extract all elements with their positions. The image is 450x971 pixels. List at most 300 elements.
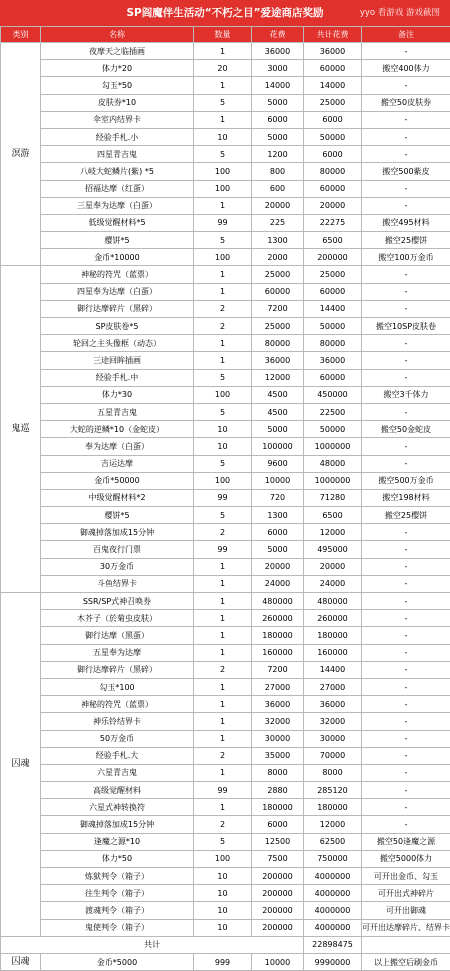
cost-cell: 3000 xyxy=(252,60,304,77)
cost-cell: 35000 xyxy=(252,747,304,764)
note-cell: - xyxy=(362,111,450,128)
total-cost-cell: 36000 xyxy=(304,352,362,369)
table-row xyxy=(1,146,450,163)
qty-cell: 1 xyxy=(194,764,252,781)
cost-cell: 36000 xyxy=(252,43,304,60)
table-row xyxy=(1,850,450,867)
qty-cell: 1 xyxy=(194,335,252,352)
category-cell: 鬼巡 xyxy=(1,266,41,593)
table-header-row xyxy=(1,27,450,43)
table-row xyxy=(1,644,450,661)
cost-cell: 7500 xyxy=(252,850,304,867)
total-cost-cell: 50000 xyxy=(304,318,362,335)
table-row xyxy=(1,678,450,695)
qty-cell: 1 xyxy=(194,558,252,575)
table-row-last xyxy=(1,953,450,970)
item-name-cell: 五星奉为达摩 xyxy=(41,644,194,661)
note-cell: 搬空100万金币 xyxy=(362,249,450,266)
note-cell: 搬空10SP皮肤卷 xyxy=(362,318,450,335)
cost-cell: 36000 xyxy=(252,696,304,713)
note-cell: 搬空495材料 xyxy=(362,214,450,231)
item-name-cell: 炼狱判令（箱子） xyxy=(41,868,194,885)
category-cell: 溟游 xyxy=(1,43,41,266)
table-row xyxy=(1,885,450,902)
title-text: SP阎魔伴生活动“不朽之目”爱途商店奖励 xyxy=(126,7,323,19)
total-cost-cell: 50000 xyxy=(304,128,362,145)
table-row xyxy=(1,489,450,506)
header-note: 备注 xyxy=(362,27,450,43)
note-cell: - xyxy=(362,524,450,541)
cost-cell: 180000 xyxy=(252,627,304,644)
total-cost-cell: 180000 xyxy=(304,627,362,644)
total-cost-cell: 1000000 xyxy=(304,438,362,455)
total-cost-cell: 70000 xyxy=(304,747,362,764)
cost-cell: 1200 xyxy=(252,146,304,163)
qty-cell: 2 xyxy=(194,524,252,541)
note-cell: 搬空5000体力 xyxy=(362,850,450,867)
cost-cell: 225 xyxy=(252,214,304,231)
qty-cell: 100 xyxy=(194,472,252,489)
total-cost-cell: 30000 xyxy=(304,730,362,747)
total-cost-cell: 180000 xyxy=(304,799,362,816)
item-name-cell: 五星青吉鬼 xyxy=(41,403,194,420)
cost-cell: 100000 xyxy=(252,438,304,455)
table-row xyxy=(1,300,450,317)
qty-cell: 5 xyxy=(194,369,252,386)
cost-cell: 6000 xyxy=(252,111,304,128)
total-cost-cell: 80000 xyxy=(304,163,362,180)
item-name-cell: 六星式神转换符 xyxy=(41,799,194,816)
table-row xyxy=(1,902,450,919)
total-cost-cell: 22275 xyxy=(304,214,362,231)
table-row xyxy=(1,163,450,180)
table-row xyxy=(1,575,450,592)
item-name-cell: SSR/SP式神召唤券 xyxy=(41,593,194,610)
note-cell: - xyxy=(362,43,450,60)
total-cost-cell: 60000 xyxy=(304,283,362,300)
total-cost-cell: 27000 xyxy=(304,678,362,695)
note-cell: 可开出御魂 xyxy=(362,902,450,919)
table-row xyxy=(1,369,450,386)
cost-cell: 800 xyxy=(252,163,304,180)
item-name-cell: 低级觉醒材料*5 xyxy=(41,214,194,231)
cost-cell: 80000 xyxy=(252,335,304,352)
cost-cell: 10000 xyxy=(252,953,304,970)
item-name-cell: 经验手札.大 xyxy=(41,747,194,764)
cost-cell: 2000 xyxy=(252,249,304,266)
cost-cell: 1300 xyxy=(252,232,304,249)
qty-cell: 5 xyxy=(194,94,252,111)
cost-cell: 180000 xyxy=(252,799,304,816)
note-cell: - xyxy=(362,661,450,678)
note-cell: - xyxy=(362,197,450,214)
table-row xyxy=(1,283,450,300)
note-cell: - xyxy=(362,782,450,799)
table-row xyxy=(1,541,450,558)
table-row xyxy=(1,421,450,438)
cost-cell: 5000 xyxy=(252,421,304,438)
note-cell: - xyxy=(362,266,450,283)
note-cell: - xyxy=(362,747,450,764)
total-cost-cell: 4000000 xyxy=(304,902,362,919)
note-cell: - xyxy=(362,300,450,317)
total-cost-cell: 6000 xyxy=(304,146,362,163)
table-row xyxy=(1,214,450,231)
note-cell: - xyxy=(362,455,450,472)
total-cost-cell: 12000 xyxy=(304,524,362,541)
item-name-cell: 50万金币 xyxy=(41,730,194,747)
cost-cell: 6000 xyxy=(252,816,304,833)
qty-cell: 1 xyxy=(194,713,252,730)
cost-cell: 7200 xyxy=(252,300,304,317)
note-cell: 以上搬空后刷金币 xyxy=(362,953,450,970)
cost-cell: 480000 xyxy=(252,593,304,610)
table-row xyxy=(1,180,450,197)
item-name-cell: 勾玉*50 xyxy=(41,77,194,94)
item-name-cell: 轮回之主头像框（动态） xyxy=(41,335,194,352)
qty-cell: 20 xyxy=(194,60,252,77)
total-cost-cell: 8000 xyxy=(304,764,362,781)
qty-cell: 99 xyxy=(194,489,252,506)
table-row xyxy=(1,266,450,283)
note-cell: 可开出式神碎片 xyxy=(362,885,450,902)
cost-cell: 200000 xyxy=(252,868,304,885)
table-row xyxy=(1,249,450,266)
cost-cell: 25000 xyxy=(252,266,304,283)
item-name-cell: 八岐大蛇鳞片(紫) *5 xyxy=(41,163,194,180)
item-name-cell: 吉运达摩 xyxy=(41,455,194,472)
total-cost-cell: 60000 xyxy=(304,60,362,77)
total-label: 共计 xyxy=(1,936,304,953)
total-value: 22898475 xyxy=(304,936,362,953)
total-cost-cell: 1000000 xyxy=(304,472,362,489)
qty-cell: 10 xyxy=(194,128,252,145)
cost-cell: 14000 xyxy=(252,77,304,94)
total-cost-cell: 6500 xyxy=(304,507,362,524)
note-cell: 搬空500万金币 xyxy=(362,472,450,489)
total-cost-cell: 14000 xyxy=(304,77,362,94)
item-name-cell: 金币*50000 xyxy=(41,472,194,489)
header-category: 类别 xyxy=(1,27,41,43)
qty-cell: 10 xyxy=(194,919,252,936)
item-name-cell: 御魂掉落加成15分钟 xyxy=(41,816,194,833)
item-name-cell: 渡魂判令（箱子） xyxy=(41,902,194,919)
item-name-cell: 御行达摩碎片（黑碎） xyxy=(41,661,194,678)
qty-cell: 10 xyxy=(194,885,252,902)
qty-cell: 100 xyxy=(194,249,252,266)
item-name-cell: 神乐铃结界卡 xyxy=(41,713,194,730)
table-row xyxy=(1,128,450,145)
table-row xyxy=(1,799,450,816)
note-cell: - xyxy=(362,799,450,816)
cost-cell: 30000 xyxy=(252,730,304,747)
cost-cell: 20000 xyxy=(252,197,304,214)
cost-cell: 4500 xyxy=(252,403,304,420)
qty-cell: 100 xyxy=(194,163,252,180)
total-cost-cell: 22500 xyxy=(304,403,362,420)
total-cost-cell: 4000000 xyxy=(304,868,362,885)
note-cell: 搬空3千体力 xyxy=(362,386,450,403)
item-name-cell: 夜摩天之临插画 xyxy=(41,43,194,60)
qty-cell: 100 xyxy=(194,850,252,867)
total-cost-cell: 4000000 xyxy=(304,885,362,902)
table-row xyxy=(1,507,450,524)
qty-cell: 1 xyxy=(194,77,252,94)
item-name-cell: 四星奉为达摩（白蛋） xyxy=(41,283,194,300)
qty-cell: 2 xyxy=(194,747,252,764)
item-name-cell: 往生判令（箱子） xyxy=(41,885,194,902)
header-cost: 花费 xyxy=(252,27,304,43)
total-cost-cell: 36000 xyxy=(304,43,362,60)
total-cost-cell: 20000 xyxy=(304,558,362,575)
table-row xyxy=(1,455,450,472)
total-cost-cell: 495000 xyxy=(304,541,362,558)
qty-cell: 5 xyxy=(194,833,252,850)
cost-cell: 200000 xyxy=(252,902,304,919)
qty-cell: 5 xyxy=(194,455,252,472)
cost-cell: 5000 xyxy=(252,128,304,145)
category-cell: 囚魂 xyxy=(1,953,41,970)
total-cost-cell: 62500 xyxy=(304,833,362,850)
item-name-cell: 三途回眸插画 xyxy=(41,352,194,369)
table-row xyxy=(1,352,450,369)
total-cost-cell: 480000 xyxy=(304,593,362,610)
item-name-cell: 招福达摩（红蛋） xyxy=(41,180,194,197)
qty-cell: 10 xyxy=(194,868,252,885)
item-name-cell: 御行达摩碎片（黑碎） xyxy=(41,300,194,317)
total-cost-cell: 25000 xyxy=(304,94,362,111)
total-cost-cell: 6500 xyxy=(304,232,362,249)
total-cost-cell: 14400 xyxy=(304,300,362,317)
item-name-cell: 体力*30 xyxy=(41,386,194,403)
qty-cell: 100 xyxy=(194,180,252,197)
header-total-cost: 共计花费 xyxy=(304,27,362,43)
table-row xyxy=(1,782,450,799)
qty-cell: 1 xyxy=(194,644,252,661)
note-cell: 可开出金币、勾玉 xyxy=(362,868,450,885)
item-name-cell: 逢魔之源*10 xyxy=(41,833,194,850)
note-cell: - xyxy=(362,128,450,145)
table-row xyxy=(1,558,450,575)
total-cost-cell: 20000 xyxy=(304,197,362,214)
note-cell: - xyxy=(362,816,450,833)
cost-cell: 1300 xyxy=(252,507,304,524)
note-cell: - xyxy=(362,610,450,627)
cost-cell: 200000 xyxy=(252,919,304,936)
qty-cell: 1 xyxy=(194,627,252,644)
cost-cell: 5000 xyxy=(252,541,304,558)
table-row xyxy=(1,919,450,936)
qty-cell: 5 xyxy=(194,507,252,524)
category-cell: 囚魂 xyxy=(1,593,41,937)
qty-cell: 1 xyxy=(194,283,252,300)
table-row xyxy=(1,627,450,644)
item-name-cell: 经验手札.中 xyxy=(41,369,194,386)
qty-cell: 1 xyxy=(194,730,252,747)
item-name-cell: 御魂掉落加成15分钟 xyxy=(41,524,194,541)
qty-cell: 1 xyxy=(194,352,252,369)
table-row xyxy=(1,764,450,781)
cost-cell: 720 xyxy=(252,489,304,506)
qty-cell: 2 xyxy=(194,661,252,678)
table-row xyxy=(1,730,450,747)
note-cell: 搬空25樱饼 xyxy=(362,232,450,249)
qty-cell: 2 xyxy=(194,300,252,317)
item-name-cell: 皮肤券*10 xyxy=(41,94,194,111)
table-row xyxy=(1,868,450,885)
header-qty: 数量 xyxy=(194,27,252,43)
item-name-cell: 大蛇的逆鳞*10（金蛇皮） xyxy=(41,421,194,438)
note-cell: - xyxy=(362,369,450,386)
total-cost-cell: 200000 xyxy=(304,249,362,266)
item-name-cell: 经验手札.小 xyxy=(41,128,194,145)
qty-cell: 1 xyxy=(194,575,252,592)
cost-cell: 9600 xyxy=(252,455,304,472)
table-row xyxy=(1,696,450,713)
item-name-cell: 木芥子（於菊虫皮肤） xyxy=(41,610,194,627)
total-cost-cell: 750000 xyxy=(304,850,362,867)
total-cost-cell: 50000 xyxy=(304,421,362,438)
table-row xyxy=(1,43,450,60)
qty-cell: 1 xyxy=(194,799,252,816)
item-name-cell: 三星奉为达摩（白蛋） xyxy=(41,197,194,214)
qty-cell: 99 xyxy=(194,214,252,231)
table-row xyxy=(1,833,450,850)
item-name-cell: 30万金币 xyxy=(41,558,194,575)
note-cell: 搬空400体力 xyxy=(362,60,450,77)
table-row xyxy=(1,403,450,420)
item-name-cell: SP皮肤卷*5 xyxy=(41,318,194,335)
qty-cell: 10 xyxy=(194,438,252,455)
note-cell: - xyxy=(362,438,450,455)
total-cost-cell: 4000000 xyxy=(304,919,362,936)
note-cell: 搬空50逢魔之源 xyxy=(362,833,450,850)
total-cost-cell: 6000 xyxy=(304,111,362,128)
qty-cell: 1 xyxy=(194,197,252,214)
table-row xyxy=(1,438,450,455)
cost-cell: 20000 xyxy=(252,558,304,575)
total-row xyxy=(1,936,450,953)
note-cell: - xyxy=(362,77,450,94)
qty-cell: 5 xyxy=(194,403,252,420)
note-cell: - xyxy=(362,335,450,352)
note-cell: 搬空198材料 xyxy=(362,489,450,506)
total-cost-cell: 60000 xyxy=(304,369,362,386)
note-cell: 搬空50金蛇皮 xyxy=(362,421,450,438)
item-name-cell: 樱饼*5 xyxy=(41,507,194,524)
qty-cell: 1 xyxy=(194,696,252,713)
cost-cell: 260000 xyxy=(252,610,304,627)
table-row xyxy=(1,232,450,249)
note-cell: - xyxy=(362,764,450,781)
total-cost-cell: 60000 xyxy=(304,180,362,197)
item-name-cell: 奉为达摩（白蛋） xyxy=(41,438,194,455)
table-row xyxy=(1,94,450,111)
table-row xyxy=(1,593,450,610)
note-cell: - xyxy=(362,696,450,713)
qty-cell: 1 xyxy=(194,111,252,128)
total-cost-cell: 14400 xyxy=(304,661,362,678)
qty-cell: 5 xyxy=(194,232,252,249)
table-row xyxy=(1,713,450,730)
table-row xyxy=(1,472,450,489)
item-name-cell: 斗鱼结界卡 xyxy=(41,575,194,592)
total-cost-cell: 160000 xyxy=(304,644,362,661)
item-name-cell: 百鬼夜行门票 xyxy=(41,541,194,558)
cost-cell: 160000 xyxy=(252,644,304,661)
total-cost-cell: 12000 xyxy=(304,816,362,833)
qty-cell: 1 xyxy=(194,678,252,695)
qty-cell: 1 xyxy=(194,593,252,610)
table-row xyxy=(1,386,450,403)
note-cell: - xyxy=(362,627,450,644)
item-name-cell: 高级觉醒材料 xyxy=(41,782,194,799)
item-name-cell: 神秘的符咒（蓝票） xyxy=(41,266,194,283)
note-cell: 搬空500紫皮 xyxy=(362,163,450,180)
table-row xyxy=(1,77,450,94)
cost-cell: 32000 xyxy=(252,713,304,730)
qty-cell: 99 xyxy=(194,541,252,558)
note-cell: - xyxy=(362,644,450,661)
cost-cell: 12000 xyxy=(252,369,304,386)
total-note-empty xyxy=(362,936,450,953)
note-cell: - xyxy=(362,180,450,197)
total-cost-cell: 80000 xyxy=(304,335,362,352)
note-cell: - xyxy=(362,403,450,420)
total-cost-cell: 24000 xyxy=(304,575,362,592)
item-name-cell: 金币*10000 xyxy=(41,249,194,266)
cost-cell: 4500 xyxy=(252,386,304,403)
total-cost-cell: 25000 xyxy=(304,266,362,283)
cost-cell: 60000 xyxy=(252,283,304,300)
item-name-cell: 神秘的符咒（蓝票） xyxy=(41,696,194,713)
cost-cell: 8000 xyxy=(252,764,304,781)
table-row xyxy=(1,60,450,77)
cost-cell: 10000 xyxy=(252,472,304,489)
item-name-cell: 鬼使判令（箱子） xyxy=(41,919,194,936)
cost-cell: 27000 xyxy=(252,678,304,695)
qty-cell: 1 xyxy=(194,610,252,627)
item-name-cell: 金币*5000 xyxy=(41,953,194,970)
table-body xyxy=(1,43,450,971)
table-row xyxy=(1,318,450,335)
note-cell: 可开出达摩碎片、结界卡 xyxy=(362,919,450,936)
qty-cell: 1 xyxy=(194,43,252,60)
note-cell: - xyxy=(362,558,450,575)
cost-cell: 5000 xyxy=(252,94,304,111)
qty-cell: 2 xyxy=(194,318,252,335)
cost-cell: 7200 xyxy=(252,661,304,678)
table-row xyxy=(1,197,450,214)
note-cell: - xyxy=(362,283,450,300)
item-name-cell: 勾玉*100 xyxy=(41,678,194,695)
note-cell: - xyxy=(362,146,450,163)
cost-cell: 36000 xyxy=(252,352,304,369)
table-row xyxy=(1,335,450,352)
total-cost-cell: 71280 xyxy=(304,489,362,506)
table-row xyxy=(1,816,450,833)
item-name-cell: 体力*50 xyxy=(41,850,194,867)
item-name-cell: 体力*20 xyxy=(41,60,194,77)
note-cell: - xyxy=(362,352,450,369)
cost-cell: 200000 xyxy=(252,885,304,902)
page-title xyxy=(0,0,450,26)
table-row xyxy=(1,111,450,128)
qty-cell: 10 xyxy=(194,421,252,438)
cost-cell: 600 xyxy=(252,180,304,197)
total-cost-cell: 285120 xyxy=(304,782,362,799)
reward-table xyxy=(0,26,450,971)
